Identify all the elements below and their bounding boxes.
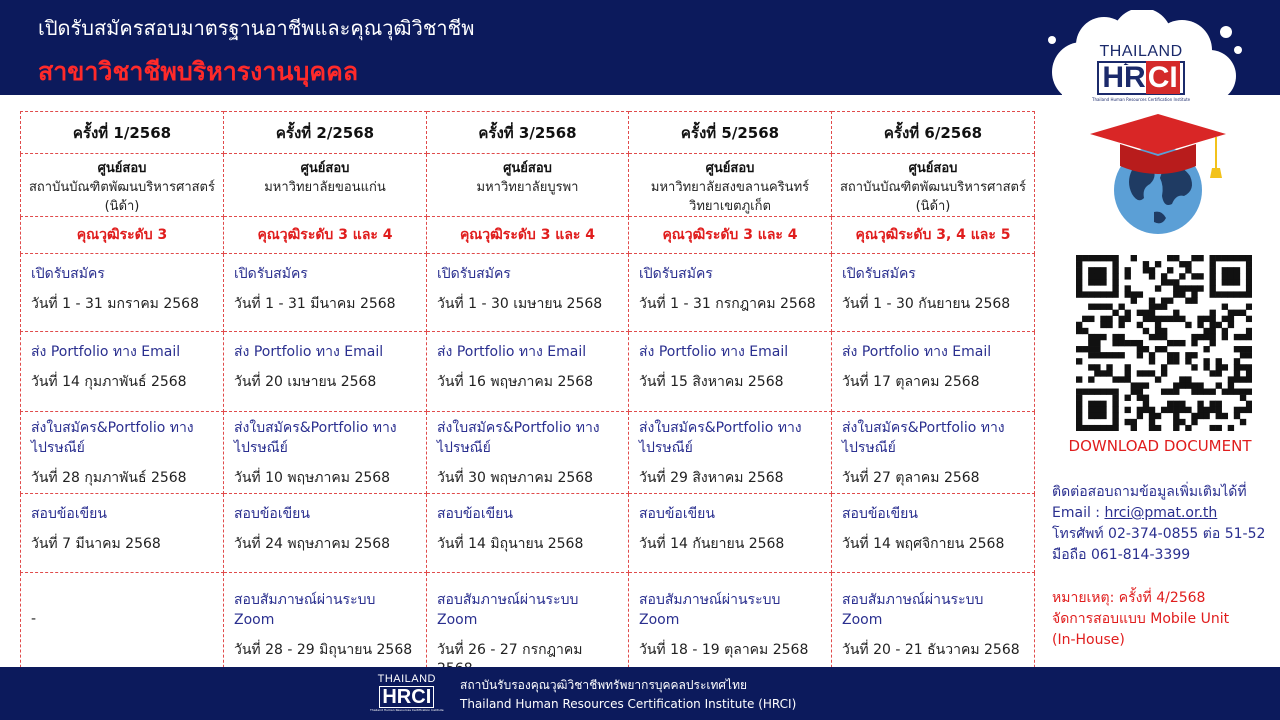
email-link[interactable]: hrci@pmat.or.th xyxy=(1104,505,1218,521)
registration-cell: เปิดรับสมัคร วันที่ 1 - 31 มีนาคม 2568 xyxy=(224,254,427,332)
written-exam-cell: สอบข้อเขียน วันที่ 7 มีนาคม 2568 xyxy=(21,494,224,573)
graduation-cap-globe-icon xyxy=(1088,110,1228,235)
round-name: ครั้งที่ 2/2568 xyxy=(224,112,427,154)
written-exam-cell: สอบข้อเขียน วันที่ 14 กันยายน 2568 xyxy=(629,494,832,573)
registration-row xyxy=(21,254,1035,332)
hrci-logo: THAILAND HRCI Thailand Human Resources Certification Institute xyxy=(1092,43,1191,102)
interview-cell: สอบสัมภาษณ์ผ่านระบบ Zoom วันที่ 18 - 19 ตุลาคม 2568 xyxy=(629,573,832,678)
postal-submission-row xyxy=(21,412,1035,494)
footer-org-name: สถาบันรับรองคุณวุฒิวิชาชีพทรัพยากรบุคคลประเทศไทย Thailand Human Resources Certification Institute (HRCI) xyxy=(460,678,797,711)
interview-row xyxy=(21,573,1035,678)
contact-info: ติดต่อสอบถามข้อมูลเพิ่มเติมได้ที่ Email : hrci@pmat.or.th โทรศัพท์ 02-374-0855 ต่อ 51-52 มือถือ 061-814-3399 xyxy=(1052,482,1265,566)
interview-cell: สอบสัมภาษณ์ผ่านระบบ Zoom วันที่ 28 - 29 มิถุนายน 2568 xyxy=(224,573,427,678)
qr-code-icon[interactable] xyxy=(1076,255,1252,431)
portfolio-email-cell: ส่ง Portfolio ทาง Email วันที่ 14 กุมภาพันธ์ 2568 xyxy=(21,332,224,412)
page-subtitle: สาขาวิชาชีพบริหารงานบุคคล xyxy=(38,57,359,86)
footer-bar xyxy=(0,667,1280,720)
registration-cell: เปิดรับสมัคร วันที่ 1 - 31 กรกฎาคม 2568 xyxy=(629,254,832,332)
interview-cell: สอบสัมภาษณ์ผ่านระบบ Zoom วันที่ 26 - 27 กรกฎาคม xyxy=(427,573,629,678)
registration-cell: เปิดรับสมัคร วันที่ 1 - 30 เมษายน 2568 xyxy=(427,254,629,332)
schedule-table xyxy=(20,111,1035,678)
footer-hrci-logo: THAILAND HRCI Thailand Human Resources Certification Institute xyxy=(370,673,444,712)
portfolio-email-row xyxy=(21,332,1035,412)
exam-center-cell: ศูนย์สอบ มหาวิทยาลัยขอนแก่น xyxy=(224,154,427,217)
portfolio-email-cell: ส่ง Portfolio ทาง Email วันที่ 16 พฤษภาคม 2568 xyxy=(427,332,629,412)
round-name: ครั้งที่ 1/2568 xyxy=(21,112,224,154)
interview-cell: - xyxy=(21,573,224,678)
qualification-level: คุณวุฒิระดับ 3, 4 และ 5 xyxy=(832,217,1035,254)
registration-cell: เปิดรับสมัคร วันที่ 1 - 31 มกราคม 2568 xyxy=(21,254,224,332)
written-exam-cell: สอบข้อเขียน วันที่ 14 มิถุนายน 2568 xyxy=(427,494,629,573)
registration-cell: เปิดรับสมัคร วันที่ 1 - 30 กันยายน 2568 xyxy=(832,254,1035,332)
exam-center-row xyxy=(21,154,1035,217)
round-name: ครั้งที่ 6/2568 xyxy=(832,112,1035,154)
postal-submission-cell: ส่งใบสมัคร&Portfolio ทางไปรษณีย์ วันที่ 28 กุมภาพันธ์ 2568 xyxy=(21,412,224,494)
page-title: เปิดรับสมัครสอบมาตรฐานอาชีพและคุณวุฒิวิชาชีพ xyxy=(38,16,475,40)
portfolio-email-cell: ส่ง Portfolio ทาง Email วันที่ 17 ตุลาคม 2568 xyxy=(832,332,1035,412)
round-name: ครั้งที่ 5/2568 xyxy=(629,112,832,154)
postal-submission-cell: ส่งใบสมัคร&Portfolio ทางไปรษณีย์ วันที่ 10 พฤษภาคม 2568 xyxy=(224,412,427,494)
download-document-link[interactable]: DOWNLOAD DOCUMENT xyxy=(1068,437,1252,455)
round-name: ครั้งที่ 3/2568 xyxy=(427,112,629,154)
qualification-level: คุณวุฒิระดับ 3 และ 4 xyxy=(427,217,629,254)
qualification-level: คุณวุฒิระดับ 3 และ 4 xyxy=(224,217,427,254)
exam-center-cell: ศูนย์สอบ สถาบันบัณฑิตพัฒนบริหารศาสตร์ (นิด้า) xyxy=(832,154,1035,217)
portfolio-email-cell: ส่ง Portfolio ทาง Email วันที่ 15 สิงหาคม 2568 xyxy=(629,332,832,412)
contact-title: ติดต่อสอบถามข้อมูลเพิ่มเติมได้ที่ xyxy=(1052,484,1247,500)
postal-submission-cell: ส่งใบสมัคร&Portfolio ทางไปรษณีย์ วันที่ 27 ตุลาคม 2568 xyxy=(832,412,1035,494)
remark-note: หมายเหตุ: ครั้งที่ 4/2568 จัดการสอบแบบ Mobile Unit (In-House) xyxy=(1052,590,1230,648)
round-header-row xyxy=(21,112,1035,154)
interview-cell: สอบสัมภาษณ์ผ่านระบบ Zoom วันที่ 20 - 21 ธันวาคม 2568 xyxy=(832,573,1035,678)
exam-center-cell: ศูนย์สอบ มหาวิทยาลัยสงขลานครินทร์ วิทยาเขตภูเก็ต xyxy=(629,154,832,217)
phone-number: โทรศัพท์ 02-374-0855 ต่อ 51-52 xyxy=(1052,526,1266,542)
postal-submission-cell: ส่งใบสมัคร&Portfolio ทางไปรษณีย์ วันที่ 30 พฤษภาคม 2568 xyxy=(427,412,629,494)
exam-center-cell: ศูนย์สอบ สถาบันบัณฑิตพัฒนบริหารศาสตร์ (นิด้า) xyxy=(21,154,224,217)
exam-center-cell: ศูนย์สอบ มหาวิทยาลัยบูรพา xyxy=(427,154,629,217)
mobile-number: มือถือ 061-814-3399 xyxy=(1052,547,1191,563)
written-exam-cell: สอบข้อเขียน วันที่ 14 พฤศจิกายน 2568 xyxy=(832,494,1035,573)
qualification-level: คุณวุฒิระดับ 3 xyxy=(21,217,224,254)
qualification-level-row xyxy=(21,217,1035,254)
written-exam-cell: สอบข้อเขียน วันที่ 24 พฤษภาคม 2568 xyxy=(224,494,427,573)
written-exam-row xyxy=(21,494,1035,573)
portfolio-email-cell: ส่ง Portfolio ทาง Email วันที่ 20 เมษายน 2568 xyxy=(224,332,427,412)
postal-submission-cell: ส่งใบสมัคร&Portfolio ทางไปรษณีย์ วันที่ 29 สิงหาคม 2568 xyxy=(629,412,832,494)
qualification-level: คุณวุฒิระดับ 3 และ 4 xyxy=(629,217,832,254)
